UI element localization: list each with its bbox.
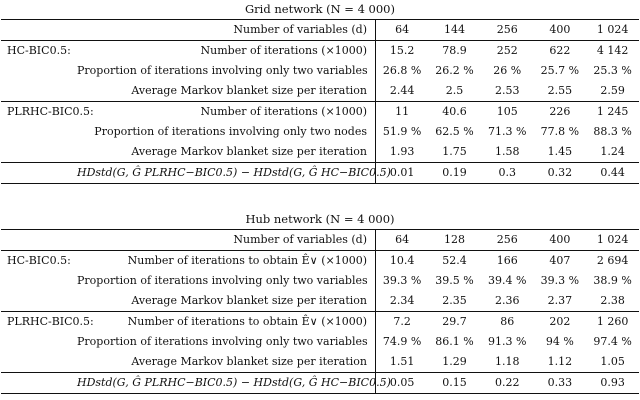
value-cell: 2.59 — [586, 81, 639, 102]
table-row — [1, 81, 639, 102]
value-cell: 0.33 — [534, 373, 587, 394]
header-cell: 64 — [376, 230, 429, 251]
value-cell: 25.3 % — [593, 64, 632, 77]
value-cell: 1.75 — [428, 142, 481, 163]
value-cell: 91.3 % — [487, 335, 527, 348]
value-cell: 2.35 — [428, 291, 481, 312]
value-cell: 4 142 — [596, 44, 629, 57]
value-cell: 77.8 % — [540, 125, 580, 138]
value-cell: 1 245 — [596, 105, 629, 118]
header-cell: 256 — [481, 230, 534, 251]
value-cell: 1.58 — [481, 142, 534, 163]
row-label: Average Markov blanket size per iteration — [73, 352, 376, 373]
header-label: Number of variables (d) — [73, 230, 376, 251]
value-cell: 86 — [500, 315, 515, 328]
value-cell: 25.7 % — [540, 64, 580, 77]
hub-table-title: Hub network (N = 4 000) — [245, 212, 395, 226]
value-cell: 2.36 — [481, 291, 534, 312]
value-cell: 2.5 — [428, 81, 481, 102]
value-cell: 2.34 — [376, 291, 429, 312]
footer-label: HDstd(G, Ĝ PLRHC−BIC0.5) − HDstd(G, Ĝ HC−BIC0.5) — [73, 373, 376, 394]
method-label: HC-BIC0.5: — [7, 254, 71, 267]
row-label: Number of iterations (×1000) — [200, 44, 367, 57]
value-cell: 0.93 — [586, 373, 639, 394]
value-cell: 226 — [549, 105, 571, 118]
value-cell: 1.45 — [534, 142, 587, 163]
value-cell: 26.8 % — [376, 61, 429, 81]
value-cell: 1.51 — [376, 352, 429, 373]
value-cell: 0.3 — [481, 163, 534, 184]
header-cell: 256 — [481, 20, 534, 41]
value-cell: 39.3 % — [540, 274, 580, 287]
value-cell: 2.53 — [481, 81, 534, 102]
table-row — [1, 122, 639, 142]
value-cell: 2.38 — [586, 291, 639, 312]
value-cell: 94 % — [545, 335, 574, 348]
row-label: Number of iterations to obtain Ê∨ (×1000) — [127, 254, 367, 267]
value-cell: 39.4 % — [487, 274, 527, 287]
value-cell: 62.5 % — [435, 125, 474, 138]
header-cell: 64 — [376, 20, 429, 41]
header-cell: 400 — [534, 20, 587, 41]
value-cell: 0.22 — [481, 373, 534, 394]
table-row — [1, 271, 639, 291]
value-cell: 39.3 % — [376, 271, 429, 291]
table-row — [1, 312, 639, 333]
value-cell: 0.01 — [376, 163, 429, 184]
value-cell: 78.9 — [442, 44, 467, 57]
header-cell: 144 — [428, 20, 481, 41]
value-cell: 1.29 — [428, 352, 481, 373]
value-cell: 622 — [549, 44, 571, 57]
row-label: Proportion of iterations involving only two variables — [77, 335, 368, 348]
row-label: Proportion of iterations involving only two variables — [77, 64, 368, 77]
table-row — [1, 61, 639, 81]
value-cell: 88.3 % — [593, 125, 632, 138]
row-label: Average Markov blanket size per iteration — [73, 81, 376, 102]
value-cell: 26.2 % — [435, 64, 474, 77]
table-row — [1, 332, 639, 352]
value-cell: 1.05 — [586, 352, 639, 373]
table-row — [1, 373, 639, 394]
grid-network-table — [0, 19, 640, 184]
value-cell: 407 — [549, 254, 571, 267]
value-cell: 105 — [496, 105, 518, 118]
value-cell: 2 694 — [596, 254, 629, 267]
value-cell: 1.24 — [586, 142, 639, 163]
value-cell: 1.93 — [376, 142, 429, 163]
row-label: Number of iterations (×1000) — [200, 105, 367, 118]
value-cell: 52.4 — [442, 254, 467, 267]
value-cell: 29.7 — [442, 315, 467, 328]
value-cell: 0.32 — [534, 163, 587, 184]
table-row — [1, 352, 639, 373]
value-cell: 1.12 — [534, 352, 587, 373]
value-cell: 202 — [549, 315, 571, 328]
header-cell: 1 024 — [586, 20, 639, 41]
value-cell: 1.18 — [481, 352, 534, 373]
grid-header-row — [1, 20, 639, 41]
value-cell: 26 % — [493, 64, 522, 77]
table-row — [1, 251, 639, 272]
value-cell: 0.05 — [376, 373, 429, 394]
value-cell: 1 260 — [596, 315, 629, 328]
value-cell: 11 — [376, 102, 429, 123]
method-label: HC-BIC0.5: — [7, 44, 71, 57]
table-row — [1, 163, 639, 184]
value-cell: 15.2 — [376, 41, 429, 62]
method-label: PLRHC-BIC0.5: — [7, 105, 94, 118]
value-cell: 0.19 — [428, 163, 481, 184]
value-cell: 166 — [496, 254, 518, 267]
method-label: PLRHC-BIC0.5: — [7, 315, 94, 328]
row-label: Average Markov blanket size per iteration — [73, 291, 376, 312]
row-label: Proportion of iterations involving only two nodes — [94, 125, 367, 138]
value-cell: 51.9 % — [376, 122, 429, 142]
table-row — [1, 291, 639, 312]
value-cell: 97.4 % — [593, 335, 632, 348]
table-row — [1, 41, 639, 62]
value-cell: 10.4 — [376, 251, 429, 272]
hub-header-row — [1, 230, 639, 251]
value-cell: 0.44 — [586, 163, 639, 184]
value-cell: 71.3 % — [487, 125, 527, 138]
value-cell: 74.9 % — [376, 332, 429, 352]
value-cell: 40.6 — [442, 105, 467, 118]
grid-table-title: Grid network (N = 4 000) — [244, 2, 395, 16]
header-cell: 128 — [428, 230, 481, 251]
value-cell: 7.2 — [376, 312, 429, 333]
header-cell: 400 — [534, 230, 587, 251]
hub-network-table — [0, 229, 640, 394]
row-label: Average Markov blanket size per iteration — [73, 142, 376, 163]
footer-label: HDstd(G, Ĝ PLRHC−BIC0.5) − HDstd(G, Ĝ HC−BIC0.5) — [73, 163, 376, 184]
header-cell: 1 024 — [586, 230, 639, 251]
row-label: Proportion of iterations involving only two variables — [77, 274, 368, 287]
value-cell: 38.9 % — [593, 274, 632, 287]
value-cell: 2.55 — [534, 81, 587, 102]
value-cell: 252 — [496, 44, 518, 57]
value-cell: 2.37 — [534, 291, 587, 312]
value-cell: 2.44 — [376, 81, 429, 102]
header-label: Number of variables (d) — [73, 20, 376, 41]
value-cell: 39.5 % — [435, 274, 474, 287]
value-cell: 86.1 % — [435, 335, 474, 348]
table-row — [1, 142, 639, 163]
row-label: Number of iterations to obtain Ê∨ (×1000) — [127, 315, 367, 328]
table-row — [1, 102, 639, 123]
value-cell: 0.15 — [428, 373, 481, 394]
